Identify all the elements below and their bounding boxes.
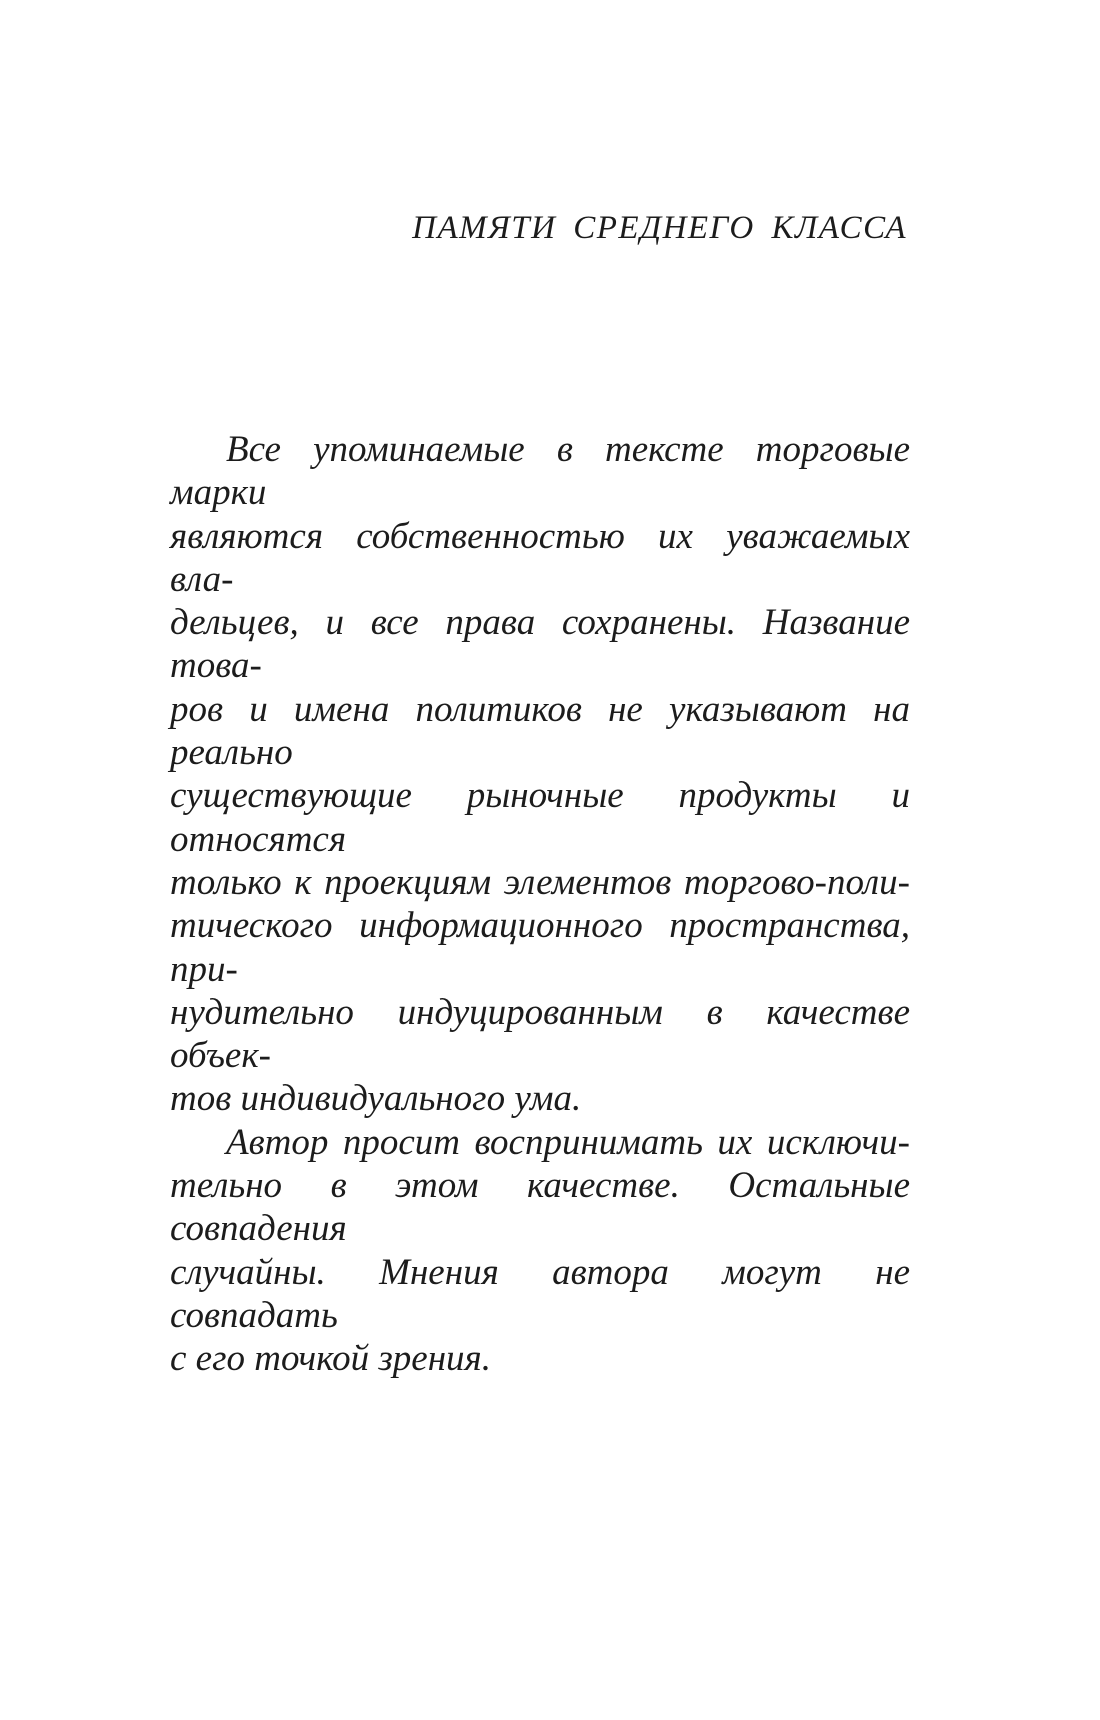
- text-line: случайны. Мнения автора могут не совпадать: [170, 1251, 910, 1336]
- text-line: ров и имена политиков не указывают на реально: [170, 688, 910, 774]
- text-line: тельно в этом качестве. Остальные совпадения: [170, 1165, 910, 1250]
- text-line: тического информационного пространства, при-: [170, 905, 910, 990]
- text-line: дельцев, и все права сохранены. Название това-: [170, 602, 910, 687]
- text-line: Все упоминаемые в тексте торговые марки: [170, 429, 910, 514]
- text-line: Автор просит воспринимать их исключи-: [226, 1121, 910, 1163]
- text-line: тов индивидуального ума.: [170, 1078, 582, 1120]
- disclaimer-text: [170, 428, 910, 1381]
- text-line: с его точкой зрения.: [170, 1338, 492, 1380]
- text-line: являются собственностью их уважаемых вла-: [170, 515, 910, 600]
- dedication-title: ПАМЯТИ СРЕДНЕГО КЛАССА: [412, 210, 907, 246]
- text-line: нудительно индуцированным в качестве объек-: [170, 991, 910, 1077]
- text-line: существующие рыночные продукты и относятся: [170, 775, 910, 860]
- text-line: только к проекциям элементов торгово-поли-: [170, 861, 910, 903]
